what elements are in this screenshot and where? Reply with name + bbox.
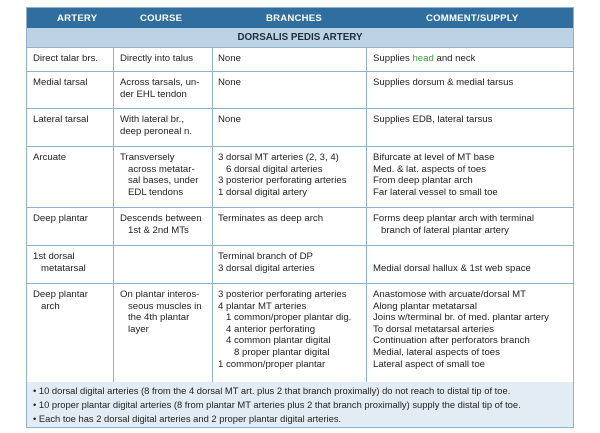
comment-cell: Supplies head and neck bbox=[373, 53, 476, 64]
course-cell: Descends between 1st & 2nd MTs bbox=[120, 213, 202, 236]
table-row bbox=[27, 284, 573, 382]
comment-cell: Forms deep plantar arch with terminal branch of lateral plantar artery bbox=[373, 213, 535, 236]
artery-cell: Arcuate bbox=[33, 152, 67, 163]
comment-cell: Bifurcate at level of MT base Med. & lat. aspects of toes From deep plantar arch Far lateral vessel to small toe bbox=[373, 152, 498, 198]
branches-cell: Terminal branch of DP 3 dorsal digital arteries bbox=[218, 251, 315, 274]
artery-cell: Lateral tarsal bbox=[33, 114, 89, 125]
footnote: • 10 proper plantar digital arteries (8 from plantar MT arteries plus 2 that branch proximally) supply the distal tip of toe. bbox=[33, 399, 521, 410]
table-row bbox=[27, 48, 573, 72]
artery-cell: 1st dorsal metatarsal bbox=[33, 251, 86, 274]
course-cell: With lateral br., deep peroneal n. bbox=[120, 114, 193, 137]
section-title: DORSALIS PEDIS ARTERY bbox=[237, 32, 363, 43]
table-row bbox=[27, 109, 573, 147]
course-cell: Across tarsals, un- der EHL tendon bbox=[120, 77, 200, 100]
artery-cell: Direct talar brs. bbox=[33, 53, 99, 64]
table-header bbox=[27, 8, 573, 28]
artery-cell: Deep plantar arch bbox=[33, 289, 88, 312]
artery-table bbox=[26, 7, 574, 428]
highlighted-term: head bbox=[412, 53, 434, 64]
branches-cell: 3 dorsal MT arteries (2, 3, 4) 6 dorsal digital arteries 3 posterior perforating arteries 1 dorsal digital artery bbox=[218, 152, 347, 198]
footnote: • Each toe has 2 dorsal digital arteries and 2 proper plantar digital arteries. bbox=[33, 413, 342, 424]
branches-cell: Terminates as deep arch bbox=[218, 213, 324, 224]
artery-cell: Medial tarsal bbox=[33, 77, 88, 88]
comment-cell: Anastomose with arcuate/dorsal MT Along plantar metatarsal Joins w/terminal br. of med. plantar artery To dorsal metatarsal arteries Continuation after perforators branch Medial, lateral aspects of toes Lateral aspect of small toe bbox=[373, 289, 549, 370]
section-title-row bbox=[27, 28, 573, 48]
comment-cell: Supplies dorsum & medial tarsus bbox=[373, 77, 514, 88]
comment-cell: Supplies EDB, lateral tarsus bbox=[373, 114, 493, 125]
table-row bbox=[27, 208, 573, 246]
table-row bbox=[27, 246, 573, 284]
artery-cell: Deep plantar bbox=[33, 213, 88, 224]
branches-cell: None bbox=[218, 77, 241, 88]
branches-cell: None bbox=[218, 114, 241, 125]
branches-cell: 3 posterior perforating arteries 4 plantar MT arteries 1 common/proper plantar dig. 4 anterior perforating 4 common plantar digital 8 proper plantar digital 1 common/proper plantar bbox=[218, 289, 352, 370]
course-cell: Transversely across metatar- sal bases, under EDL tendons bbox=[120, 152, 199, 198]
header-branches: BRANCHES bbox=[266, 13, 322, 24]
header-artery: ARTERY bbox=[57, 13, 98, 24]
header-comment-supply: COMMENT/SUPPLY bbox=[426, 13, 519, 24]
footnotes bbox=[27, 382, 573, 427]
branches-cell: None bbox=[218, 53, 241, 64]
table-row bbox=[27, 72, 573, 109]
course-cell: Directly into talus bbox=[120, 53, 194, 64]
table-row bbox=[27, 147, 573, 208]
footnote: • 10 dorsal digital arteries (8 from the 4 dorsal MT art. plus 2 that branch proximally) do not reach to distal tip of toe. bbox=[33, 385, 511, 396]
course-cell: On plantar interos- seous muscles in the 4th plantar layer bbox=[120, 289, 202, 335]
comment-cell: Medial dorsal hallux & 1st web space bbox=[373, 262, 531, 274]
header-course: COURSE bbox=[140, 13, 183, 24]
